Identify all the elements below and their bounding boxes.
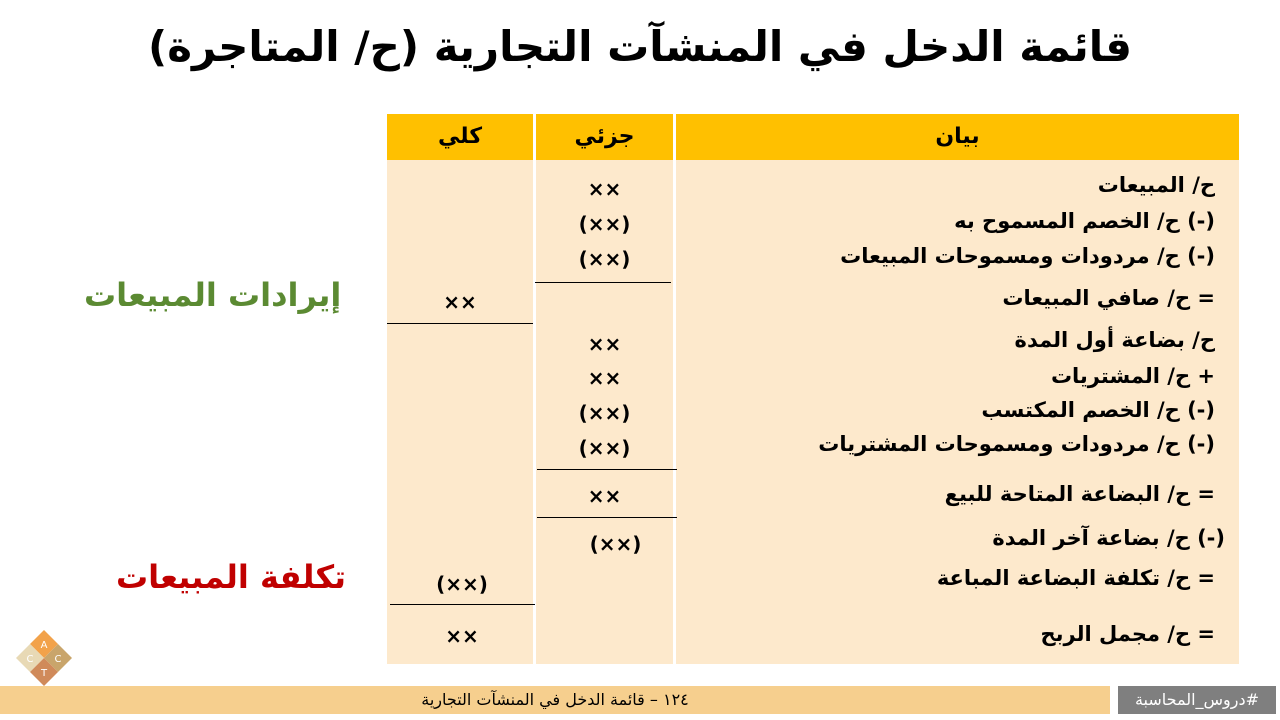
header-total: كلي [437, 124, 483, 149]
total-value: ×× [445, 624, 479, 648]
row-closing-inventory: (-) ح/ بضاعة آخر المدة [992, 526, 1225, 550]
row-purchase-returns: (-) ح/ مردودات ومسموحات المشتريات [818, 432, 1215, 456]
partial-value: (××) [578, 247, 631, 271]
row-discount-allowed: (-) ح/ الخصم المسموح به [954, 209, 1215, 233]
footer-bar [0, 686, 1110, 714]
logo-letter: C [54, 654, 62, 665]
subtotal-line [537, 469, 677, 470]
subtotal-line [537, 517, 677, 518]
subtotal-line [535, 282, 671, 283]
partial-value: ×× [587, 177, 622, 201]
logo-letter: T [40, 668, 48, 679]
partial-value: ×× [587, 484, 622, 508]
partial-value: (××) [578, 212, 631, 236]
logo-icon [14, 628, 74, 688]
row-sales-returns: (-) ح/ مردودات ومسموحات المبيعات [840, 244, 1215, 268]
subtotal-line [387, 323, 533, 324]
row-discount-received: (-) ح/ الخصم المكتسب [981, 398, 1215, 422]
column-divider [673, 114, 676, 664]
row-sales: ح/ المبيعات [1097, 173, 1215, 197]
row-purchases: + ح/ المشتريات [1050, 364, 1215, 388]
logo-letter: C [26, 654, 34, 665]
row-cost-of-goods-sold: = ح/ تكلفة البضاعة المباعة [936, 566, 1215, 590]
row-goods-available: = ح/ البضاعة المتاحة للبيع [944, 482, 1215, 506]
partial-value: (××) [578, 436, 631, 460]
logo-letter: A [40, 640, 48, 651]
table-header [387, 114, 1239, 160]
revenue-label: إيرادات المبيعات [84, 276, 342, 314]
partial-value: ×× [587, 332, 622, 356]
row-gross-profit: = ح/ مجمل الربح [1040, 622, 1215, 646]
page-title: قائمة الدخل في المنشآت التجارية (ح/ المتاجرة) [148, 22, 1132, 71]
partial-value: (××) [578, 401, 631, 425]
total-value: (××) [436, 572, 488, 596]
footer-caption: ١٢٤ – قائمة الدخل في المنشآت التجارية [421, 690, 689, 709]
income-statement-table [387, 114, 1239, 664]
cost-label: تكلفة المبيعات [116, 558, 347, 596]
total-value: ×× [443, 290, 477, 314]
row-net-sales: = ح/ صافي المبيعات [1002, 286, 1215, 310]
header-statement: بيان [935, 124, 980, 149]
partial-value: ×× [587, 366, 622, 390]
hashtag-label: #دروس_المحاسبة [1118, 686, 1276, 714]
header-partial: جزئي [574, 124, 635, 149]
subtotal-line [390, 604, 535, 605]
row-opening-inventory: ح/ بضاعة أول المدة [1014, 328, 1215, 352]
partial-value: (××) [589, 532, 642, 556]
